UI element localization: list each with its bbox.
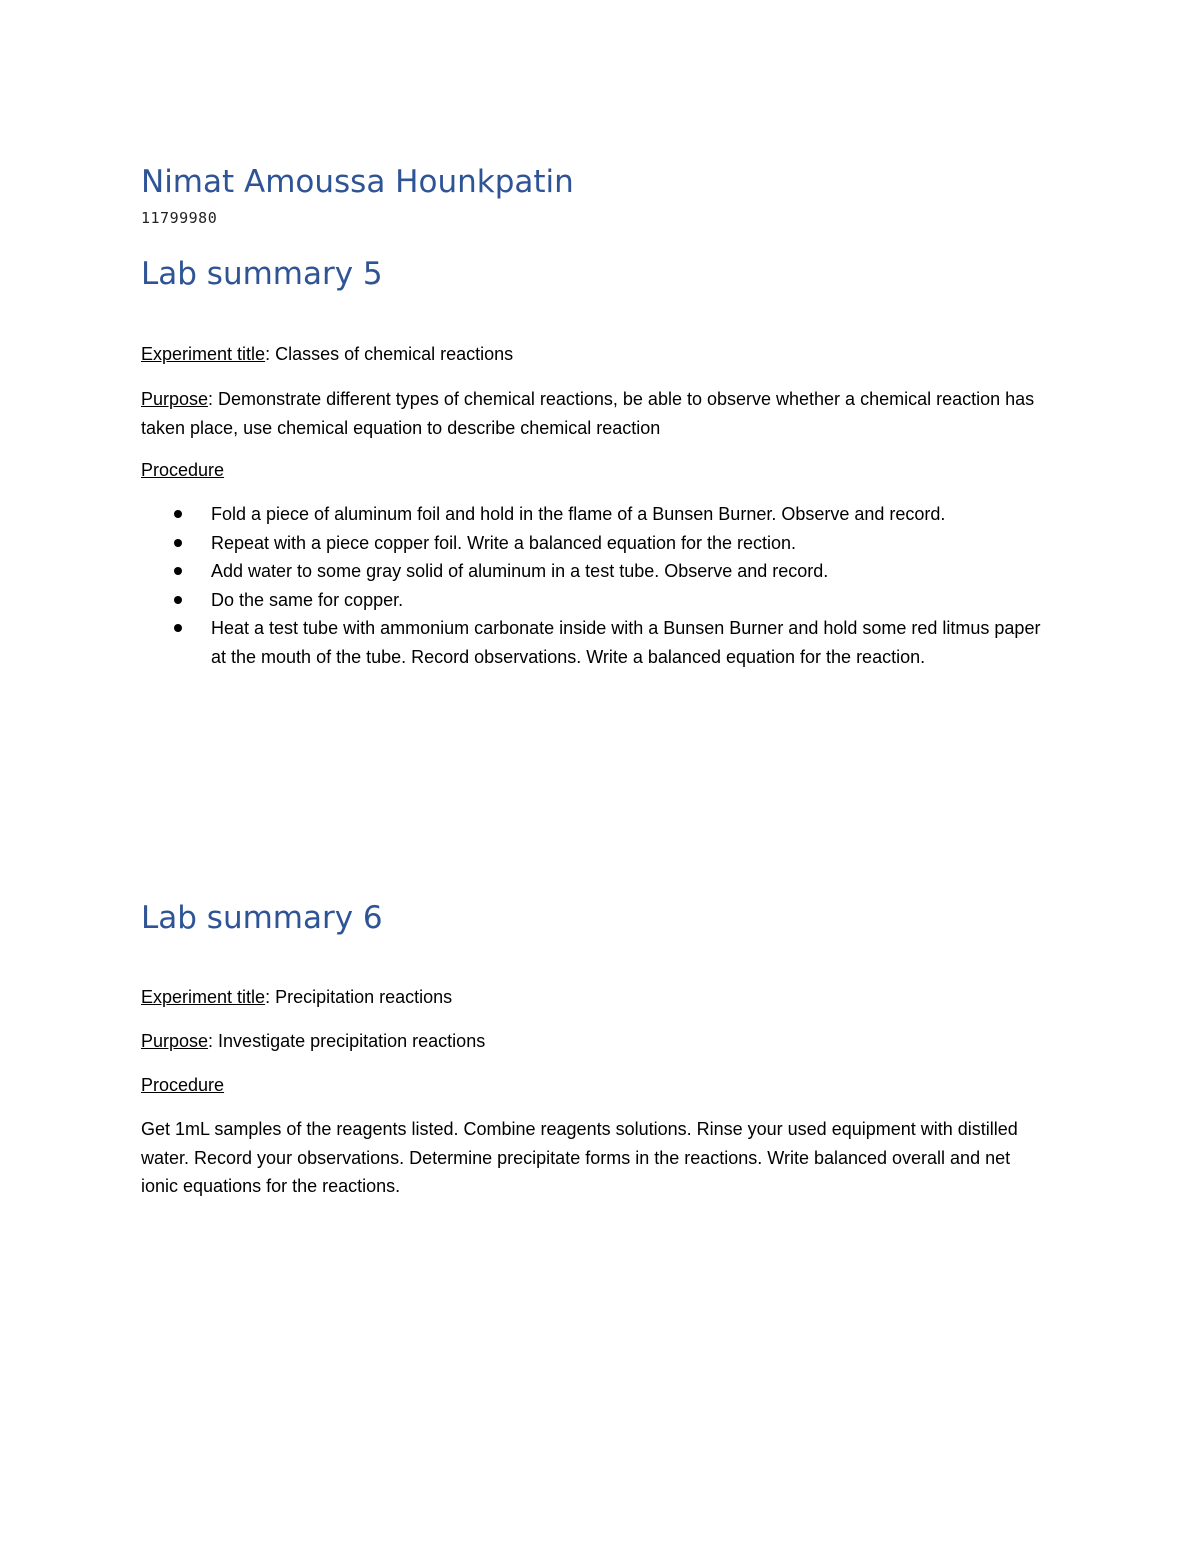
lab5-heading: Lab summary 5 xyxy=(141,256,383,292)
lab6-purpose xyxy=(141,1027,485,1055)
lab6-procedure-text: Get 1mL samples of the reagents listed. Combine reagents solutions. Rinse your used equipment with distilled water. Record your observations. Determine precipitate forms in the reactions. Write balanced overall and net ionic equations for the reactions. xyxy=(141,1119,1018,1196)
bullet-icon xyxy=(174,510,182,518)
procedure-step-text: Heat a test tube with ammonium carbonate inside with a Bunsen Burner and hold some red litmus paper at the mouth of the tube. Record observations. Write a balanced equation for the reaction. xyxy=(211,618,1041,667)
procedure-step-text: Fold a piece of aluminum foil and hold in the flame of a Bunsen Burner. Observe and record. xyxy=(211,504,946,524)
list-item xyxy=(0,614,1051,671)
procedure-step-text: Do the same for copper. xyxy=(211,589,404,610)
lab5-experiment-title xyxy=(141,340,513,368)
lab6-procedure-label: Procedure xyxy=(141,1075,225,1095)
author-name: Nimat Amoussa Hounkpatin xyxy=(141,164,574,200)
lab5-experiment-title-label: Experiment title xyxy=(141,344,266,364)
lab6-purpose-label: Purpose xyxy=(141,1031,209,1051)
lab5-experiment-title-value: : Classes of chemical reactions xyxy=(265,344,514,364)
student-id: 11799980 xyxy=(141,209,218,227)
lab6-experiment-title-label: Experiment title xyxy=(141,987,266,1007)
list-item xyxy=(0,500,1051,529)
lab5-purpose xyxy=(141,385,1051,442)
list-item xyxy=(0,529,1051,558)
list-item xyxy=(0,586,1051,615)
lab6-experiment-title xyxy=(141,983,452,1011)
bullet-icon xyxy=(174,567,182,575)
procedure-step-text: Add water to some gray solid of aluminum in a test tube. Observe and record. xyxy=(211,561,829,581)
lab6-procedure-label-line xyxy=(141,1071,224,1099)
bullet-icon xyxy=(174,539,182,547)
lab6-experiment-title-value: : Precipitation reactions xyxy=(265,987,453,1007)
lab5-procedure-label-line xyxy=(141,456,224,484)
lab5-procedure-label: Procedure xyxy=(141,460,225,480)
list-item xyxy=(0,557,1051,586)
lab5-procedure-list xyxy=(0,500,1051,671)
lab5-purpose-label: Purpose xyxy=(141,389,209,409)
bullet-icon xyxy=(174,596,182,604)
bullet-icon xyxy=(174,624,182,632)
lab6-heading: Lab summary 6 xyxy=(141,900,383,936)
lab6-purpose-value: : Investigate precipitation reactions xyxy=(208,1031,486,1051)
lab5-purpose-value: : Demonstrate different types of chemical reactions, be able to observe whether a chemical reaction has taken place, use chemical equation to describe chemical reaction xyxy=(141,389,1035,438)
procedure-step-text: Repeat with a piece copper foil. Write a balanced equation for the rection. xyxy=(211,532,797,553)
